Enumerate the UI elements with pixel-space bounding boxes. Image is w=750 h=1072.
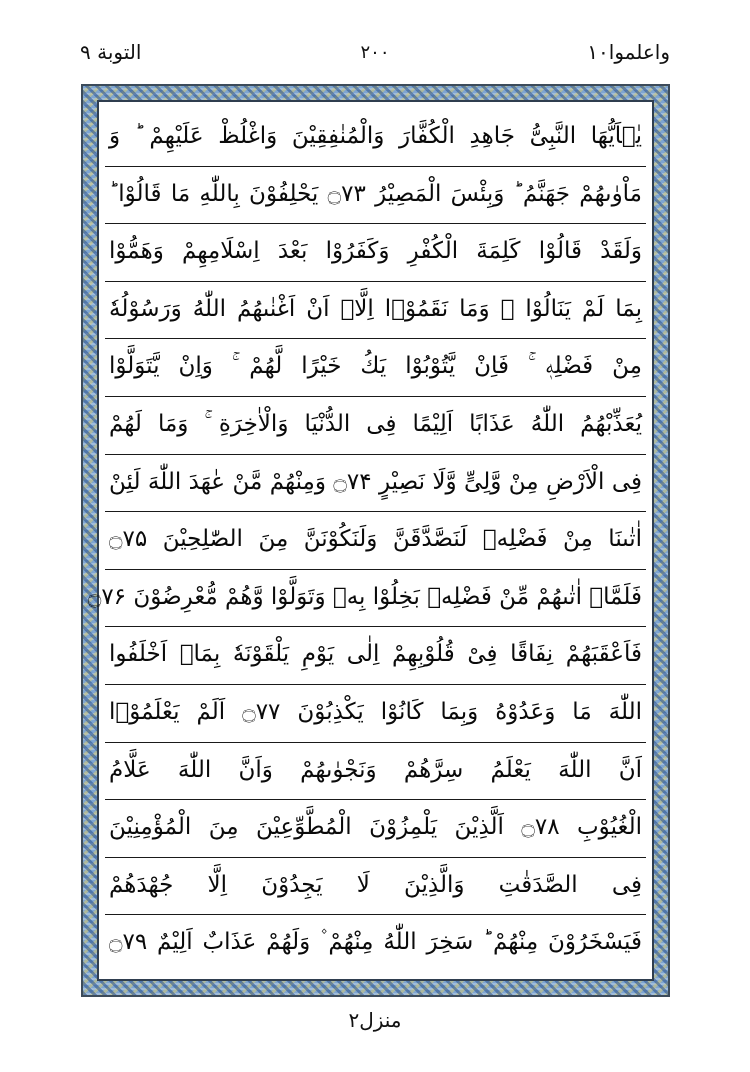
verse-line: فَلَمَّاۤ اٰتٰىهُمْ مِّنْ فَضْلِهٖ بَخِلُوْا بِهٖ وَتَوَلَّوْا وَّهُمْ مُّعْرِضُوْنَ ۝۷۶ [87,583,642,610]
verse-line: اٰتٰىنَا مِنْ فَضْلِهٖ لَنَصَّدَّقَنَّ وَلَنَكُوْنَنَّ مِنَ الصّٰلِحِيْنَ ۝۷۵ [109,526,642,553]
verse-line: وَلَقَدْ قَالُوْا كَلِمَةَ الْكُفْرِ وَكَفَرُوْا بَعْدَ اِسْلَامِهِمْ وَهَمُّوْا [109,238,642,265]
text-area [87,108,646,973]
ornamental-border [81,84,670,997]
verse-line: يُعَذِّبْهُمُ اللّٰهُ عَذَابًا اَلِيْمًا فِى الدُّنْيَا وَالْاٰخِرَةِ ۚ وَمَا لَهُمْ [109,411,642,437]
verse-line: مِنْ فَضْلِهٖ ۚ فَاِنْ يَّتُوْبُوْا يَكُ خَيْرًا لَّهُمْ ۚ وَاِنْ يَّتَوَلَّوْا [109,353,642,380]
page-content [87,100,654,981]
verse-line: الْغُيُوْبِ ۝۷۸ اَلَّذِيْنَ يَلْمِزُوْنَ الْمُطَّوِّعِيْنَ مِنَ الْمُؤْمِنِيْنَ [109,814,643,841]
header-juz: واعلموا۱۰ [587,40,670,64]
verse-line: اَنَّ اللّٰهَ يَعْلَمُ سِرَّهُمْ وَنَجْوٰىهُمْ وَاَنَّ اللّٰهَ عَلَّامُ [109,756,642,783]
header-surah: التوبة ۹ [80,40,142,64]
verse-line: فَيَسْخَرُوْنَ مِنْهُمْ ؕ سَخِرَ اللّٰهُ مِنْهُمْ ۫ وَلَهُمْ عَذَابٌ اَلِيْمٌ ۝۷۹ [109,929,642,956]
verse-line: اللّٰهَ مَا وَعَدُوْهُ وَبِمَا كَانُوْا يَكْذِبُوْنَ ۝۷۷ اَلَمْ يَعْلَمُوْۤا [109,699,642,725]
verse-line: فِى الْاَرْضِ مِنْ وَّلِىٍّ وَّلَا نَصِيْرٍ ۝۷۴ وَمِنْهُمْ مَّنْ عٰهَدَ اللّٰهَ لَئِنْ [109,468,642,495]
verse-line: يٰۤاَيُّهَا النَّبِىُّ جَاهِدِ الْكُفَّارَ وَالْمُنٰفِقِيْنَ وَاغْلُظْ عَلَيْهِمْ ؕ وَ [109,123,642,149]
verse-line: فَاَعْقَبَهُمْ نِفَاقًا فِىْ قُلُوْبِهِمْ اِلٰى يَوْمِ يَلْقَوْنَهٗ بِمَاۤ اَخْلَفُوا [109,641,642,668]
manzil-label: منزل۲ [348,1008,402,1032]
verse-line: فِى الصَّدَقٰتِ وَالَّذِيْنَ لَا يَجِدُوْنَ اِلَّا جُهْدَهُمْ [109,871,642,898]
page-number: ۲۰۰ [360,42,390,63]
verse-line: مَاْوٰىهُمْ جَهَنَّمُ ؕ وَبِئْسَ الْمَصِيْرُ ۝۷۳ يَحْلِفُوْنَ بِاللّٰهِ مَا قَالُوْا ؕ [109,180,643,207]
verse-line: بِمَا لَمْ يَنَالُوْا ۚ وَمَا نَقَمُوْۤا اِلَّاۤ اَنْ اَغْنٰىهُمُ اللّٰهُ وَرَسُوْلُهٗ [109,295,642,322]
